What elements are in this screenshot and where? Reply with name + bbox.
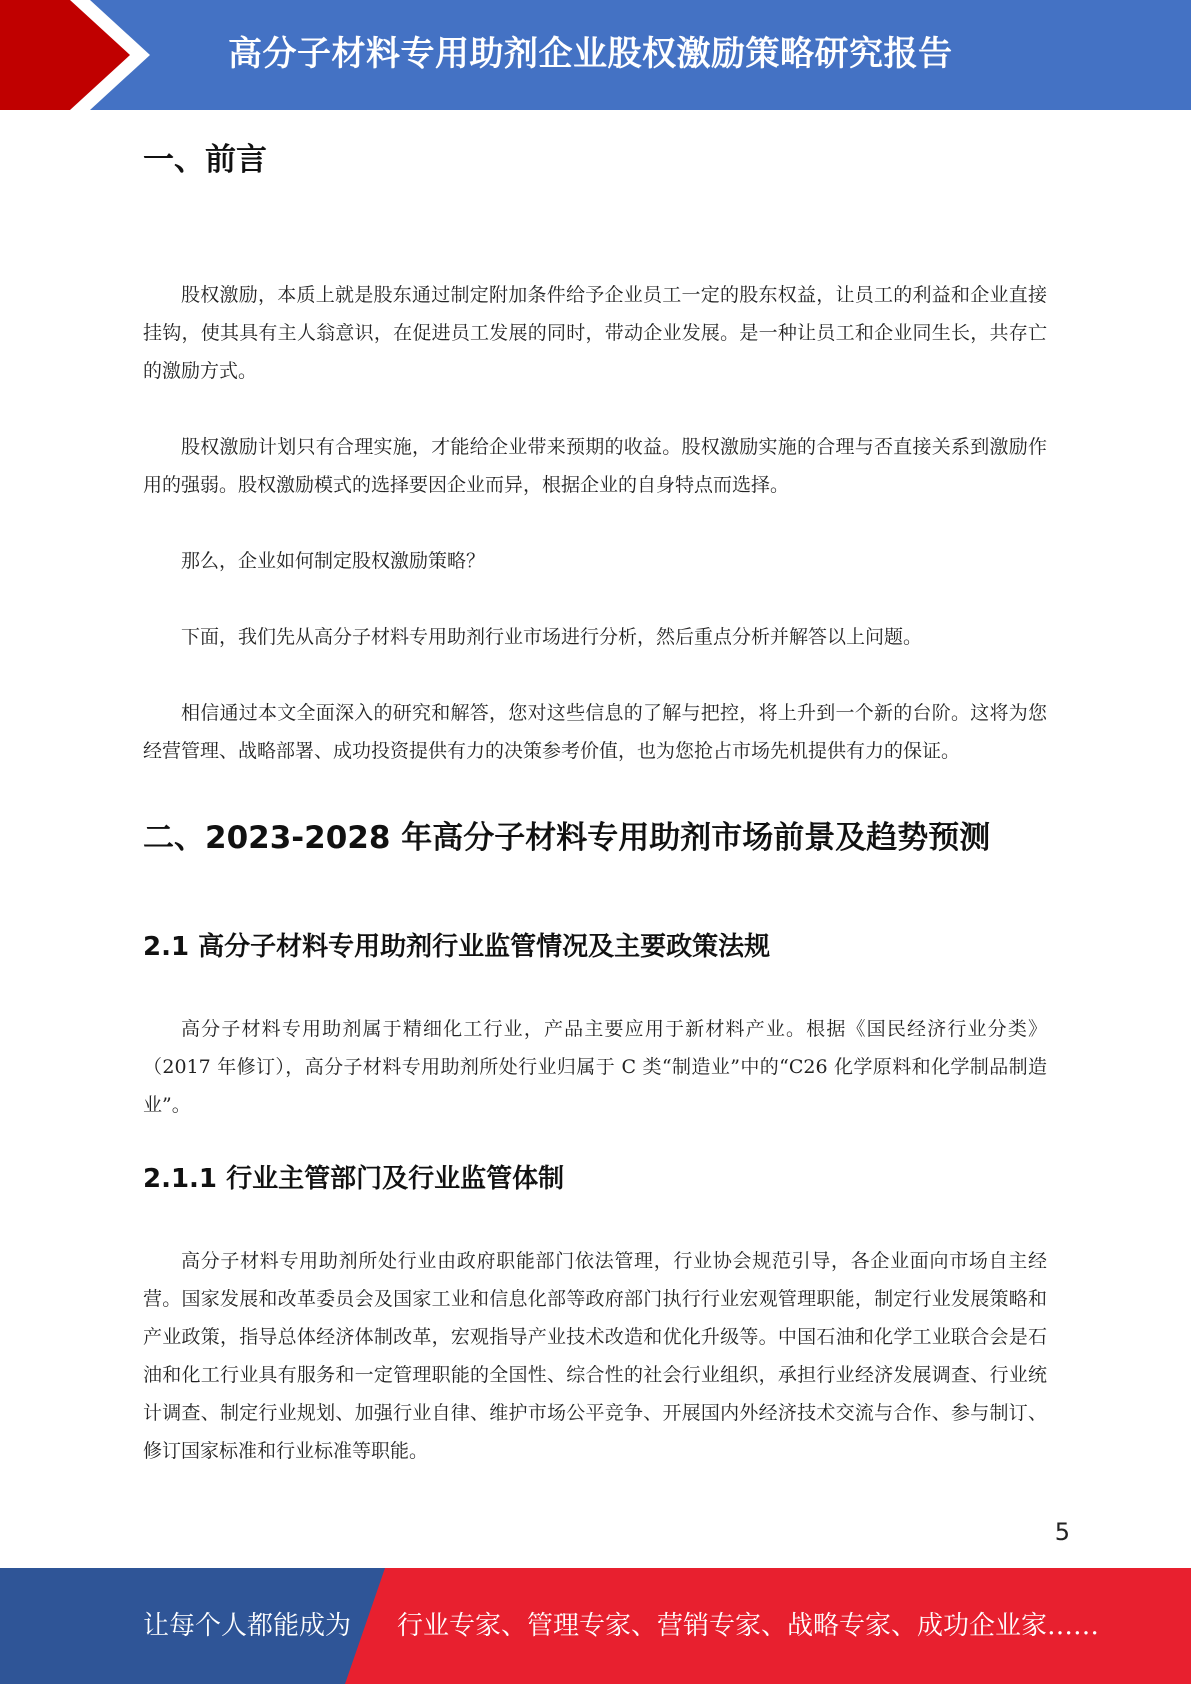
intro-paragraph-2: 股权激励计划只有合理实施，才能给企业带来预期的收益。股权激励实施的合理与否直接关系到激励作用的强弱。股权激励模式的选择要因企业而异，根据企业的自身特点而选择。: [143, 436, 1047, 496]
document-body: [143, 130, 1047, 1470]
footer-banner: [0, 1568, 1191, 1684]
section-2-title: 二、2023-2028 年高分子材料专用助剂市场前景及趋势预测: [143, 820, 991, 856]
section-2-1-paragraph: 高分子材料专用助剂属于精细化工行业，产品主要应用于新材料产业。根据《国民经济行业分类》（2017 年修订），高分子材料专用助剂所处行业归属于 C 类“制造业”中的“C26 化学原料和化学制品制造业”。: [143, 1018, 1047, 1116]
intro-paragraph-4: 下面，我们先从高分子材料专用助剂行业市场进行分析，然后重点分析并解答以上问题。: [181, 626, 923, 648]
intro-paragraph-5: 相信通过本文全面深入的研究和解答，您对这些信息的了解与把控，将上升到一个新的台阶。这将为您经营管理、战略部署、成功投资提供有力的决策参考价值，也为您抢占市场先机提供有力的保证。: [143, 702, 1047, 762]
intro-paragraph-3: 那么，企业如何制定股权激励策略？: [181, 550, 486, 572]
section-2-1-title: 2.1 高分子材料专用助剂行业监管情况及主要政策法规: [143, 932, 771, 962]
footer-slogan-right: 行业专家、管理专家、营销专家、战略专家、成功企业家……: [397, 1611, 1100, 1641]
intro-paragraph-1: 股权激励，本质上就是股东通过制定附加条件给予企业员工一定的股东权益，让员工的利益和企业直接挂钩，使其具有主人翁意识，在促进员工发展的同时，带动企业发展。是一种让员工和企业同生长，共存亡的激励方式。: [143, 284, 1047, 382]
section-2-1-1-title: 2.1.1 行业主管部门及行业监管体制: [143, 1164, 565, 1194]
section-2-1-1-paragraph: 高分子材料专用助剂所处行业由政府职能部门依法管理，行业协会规范引导，各企业面向市场自主经营。国家发展和改革委员会及国家工业和信息化部等政府部门执行行业宏观管理职能，制定行业发展策略和产业政策，指导总体经济体制改革，宏观指导产业技术改造和优化升级等。中国石油和化学工业联合会是石油和化工行业具有服务和一定管理职能的全国性、综合性的社会行业组织，承担行业经济发展调查、行业统计调查、制定行业规划、加强行业自律、维护市场公平竞争、开展国内外经济技术交流与合作、参与制订、修订国家标准和行业标准等职能。: [143, 1250, 1047, 1462]
section-1-title: 一、前言: [143, 142, 267, 178]
page-number: 5: [1054, 1518, 1070, 1546]
header-banner: [0, 0, 1191, 110]
footer-slogan-left: 让每个人都能成为: [143, 1611, 352, 1641]
report-title: 高分子材料专用助剂企业股权激励策略研究报告: [228, 34, 953, 74]
